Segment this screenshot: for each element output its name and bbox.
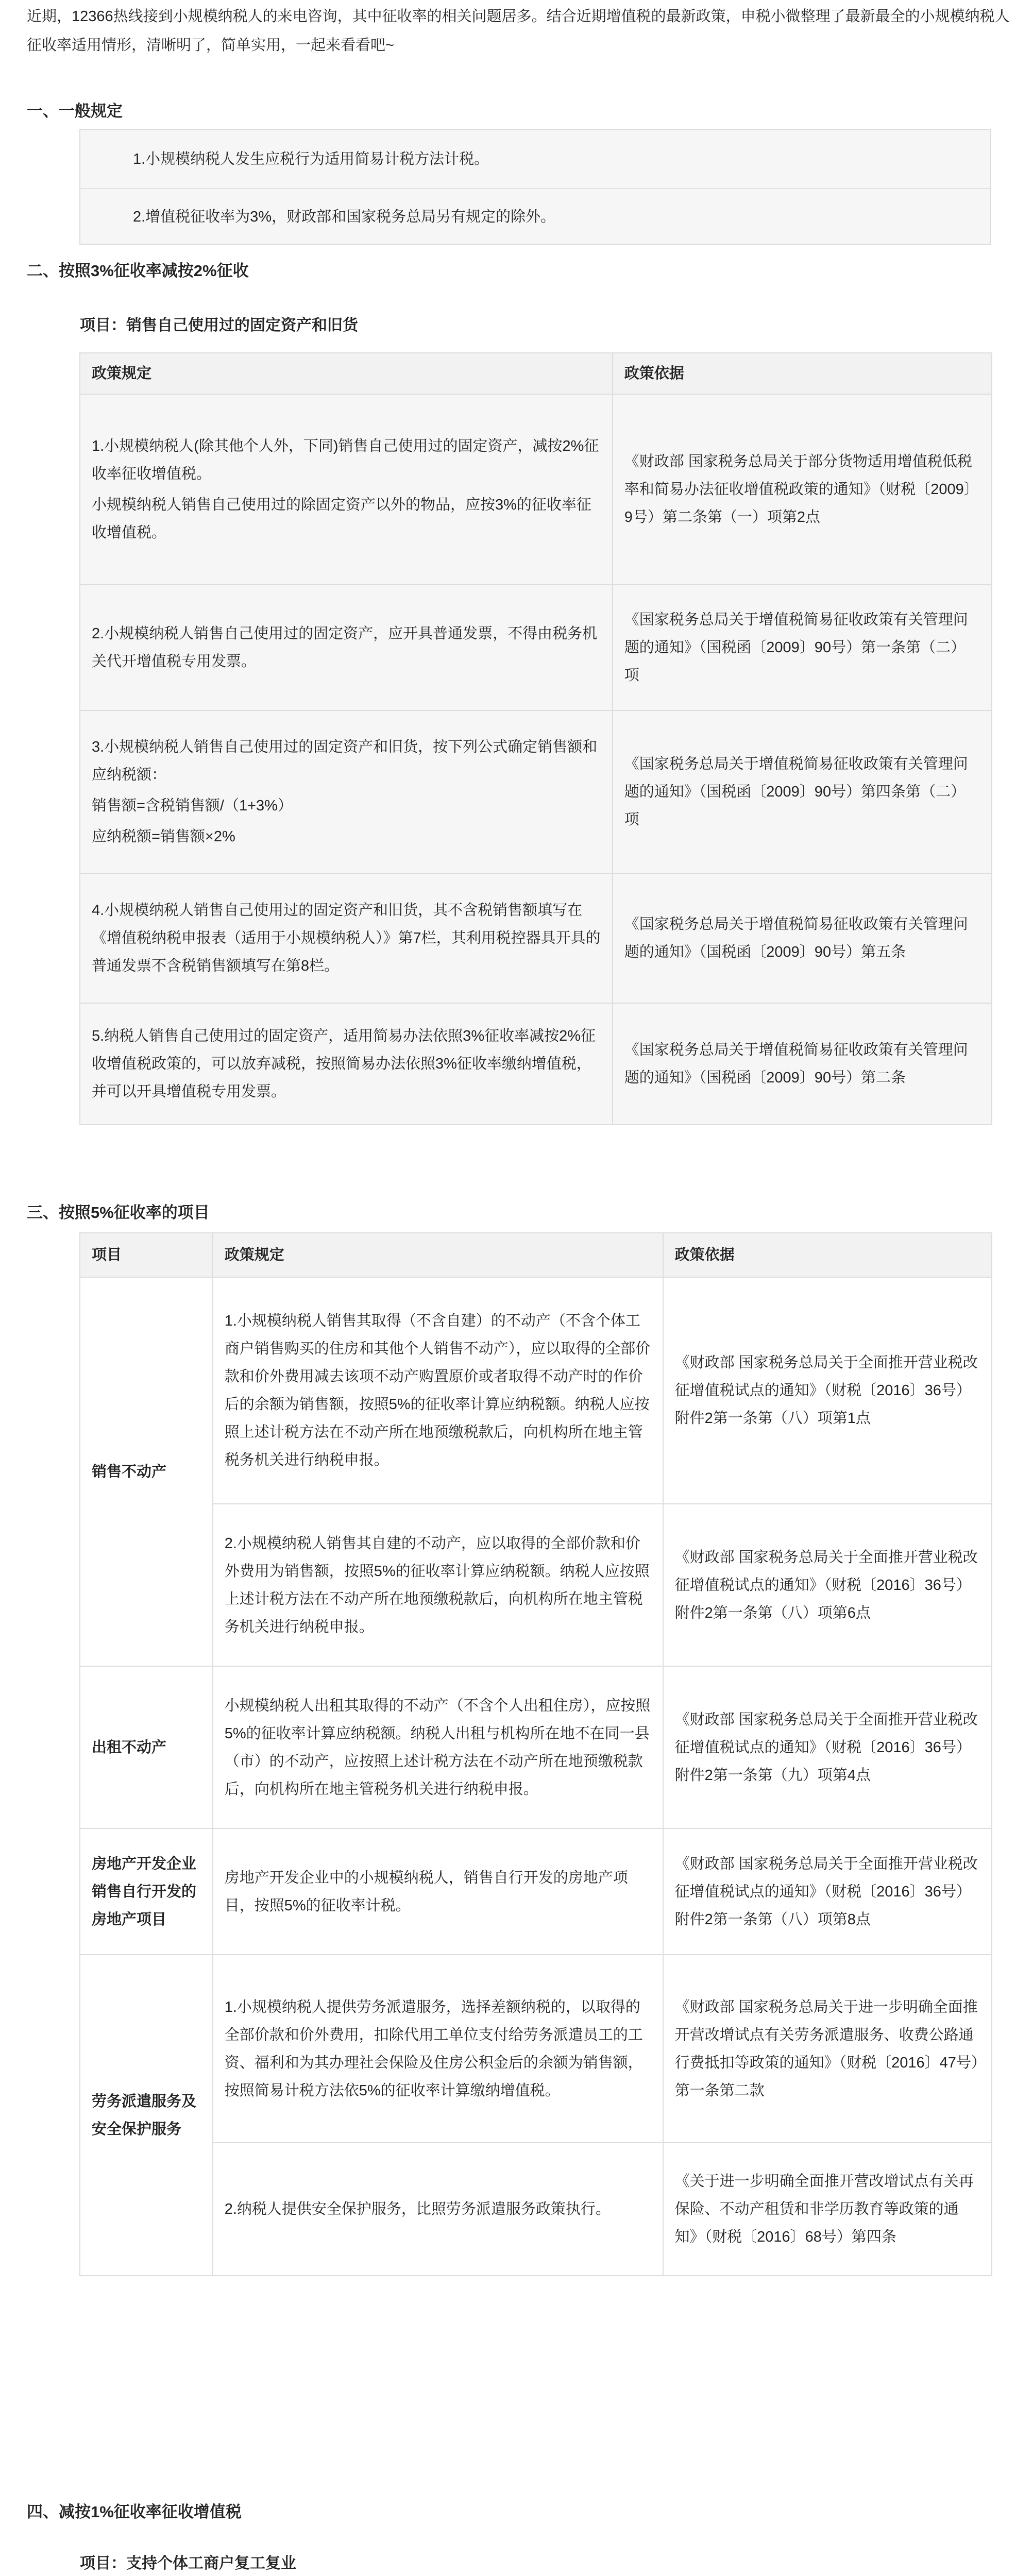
col-header-policy: 政策规定 [80, 353, 613, 394]
table-row: 2.小规模纳税人销售自己使用过的固定资产，应开具普通发票，不得由税务机关代开增值税专用发票。 《国家税务总局关于增值税简易征收政策有关管理问题的通知》（国税函〔2009〕90号）第一条第（二）项 [80, 585, 992, 710]
col-header-item: 项目 [80, 1233, 213, 1277]
rule-item: 1.小规模纳税人发生应税行为适用简易计税方法计税。 [80, 130, 990, 189]
section-4-title: 四、减按1%征收率征收增值税 [27, 2503, 242, 2521]
section-3-title: 三、按照5%征收率的项目 [27, 1204, 210, 1222]
table-row: 房地产开发企业销售自行开发的房地产项目 房地产开发企业中的小规模纳税人，销售自行开发的房地产项目，按照5%的征收率计税。 《财政部 国家税务总局关于全面推开营业税改征增值税试点的通知》（财税〔2016〕36号）附件2第一条第（八）项第8点 [80, 1828, 992, 1955]
col-header-policy: 政策规定 [213, 1233, 663, 1277]
table-row: 2.纳税人提供安全保护服务，比照劳务派遣服务政策执行。 《关于进一步明确全面推开营改增试点有关再保险、不动产租赁和非学历教育等政策的通知》（财税〔2016〕68号）第四条 [80, 2143, 992, 2276]
col-header-basis: 政策依据 [613, 353, 992, 394]
category-cell: 出租不动产 [80, 1666, 213, 1828]
section-1-box [79, 129, 991, 245]
col-header-basis: 政策依据 [663, 1233, 992, 1277]
section-2-subtitle: 项目：销售自己使用过的固定资产和旧货 [80, 317, 358, 334]
table-row: 3.小规模纳税人销售自己使用过的固定资产和旧货，按下列公式确定销售额和应纳税额： 销售额=含税销售额/（1+3%） 应纳税额=销售额×2% 《国家税务总局关于增值税简易征收政策有关管理问题的通知》（国税函〔2009〕90号）第四条第（二）项 [80, 710, 992, 873]
section-1-title: 一、一般规定 [27, 102, 123, 120]
intro-paragraph: 近期，12366热线接到小规模纳税人的来电咨询，其中征收率的相关问题居多。结合近期增值税的最新政策，申税小微整理了最新最全的小规模纳税人征收率适用情形，清晰明了，简单实用，一起来看看吧~ [27, 8, 1010, 54]
table-row: 4.小规模纳税人销售自己使用过的固定资产和旧货，其不含税销售额填写在《增值税纳税申报表（适用于小规模纳税人）》第7栏，其利用税控器具开具的普通发票不含税销售额填写在第8栏。 《国家税务总局关于增值税简易征收政策有关管理问题的通知》（国税函〔2009〕90号）第五条 [80, 873, 992, 1003]
table-row: 劳务派遣服务及安全保护服务 1.小规模纳税人提供劳务派遣服务，选择差额纳税的，以取得的全部价款和价外费用，扣除代用工单位支付给劳务派遣员工的工资、福利和为其办理社会保险及住房公积金后的余额为销售额，按照简易计税方法依5%的征收率计算缴纳增值税。 《财政部 国家税务总局关于进一步明确全面推开营改增试点有关劳务派遣服务、收费公路通行费抵扣等政策的通知》（财税〔2016〕47号）第一条第二款 [80, 1955, 992, 2143]
category-cell: 房地产开发企业销售自行开发的房地产项目 [80, 1828, 213, 1955]
category-cell: 销售不动产 [80, 1277, 213, 1666]
section-3-table [79, 1232, 992, 2276]
section-2-title: 二、按照3%征收率减按2%征收 [27, 262, 249, 280]
section-4-subtitle: 项目：支持个体工商户复工复业 [80, 2555, 296, 2572]
table-row: 1.小规模纳税人(除其他个人外，下同)销售自己使用过的固定资产，减按2%征收率征收增值税。 小规模纳税人销售自己使用过的除固定资产以外的物品，应按3%的征收率征收增值税。 《财政部 国家税务总局关于部分货物适用增值税低税率和简易办法征收增值税政策的通知》（财税〔2009〕9号）第二条第（一）项第2点 [80, 394, 992, 585]
table-row: 销售不动产 1.小规模纳税人销售其取得（不含自建）的不动产（不含个体工商户销售购买的住房和其他个人销售不动产），应以取得的全部价款和价外费用减去该项不动产购置原价或者取得不动产时的作价后的余额为销售额，按照5%的征收率计算应纳税额。纳税人应按照上述计税方法在不动产所在地预缴税款后，向机构所在地主管税务机关进行纳税申报。 《财政部 国家税务总局关于全面推开营业税改征增值税试点的通知》（财税〔2016〕36号）附件2第一条第（八）项第1点 [80, 1277, 992, 1504]
rule-item: 2.增值税征收率为3%，财政部和国家税务总局另有规定的除外。 [133, 209, 556, 225]
table-row: 出租不动产 小规模纳税人出租其取得的不动产（不含个人出租住房），应按照5%的征收率计算应纳税额。纳税人出租与机构所在地不在同一县（市）的不动产，应按照上述计税方法在不动产所在地预缴税款后，向机构所在地主管税务机关进行纳税申报。 《财政部 国家税务总局关于全面推开营业税改征增值税试点的通知》（财税〔2016〕36号）附件2第一条第（九）项第4点 [80, 1666, 992, 1828]
table-row: 5.纳税人销售自己使用过的固定资产，适用简易办法依照3%征收率减按2%征收增值税政策的，可以放弃减税，按照简易办法依照3%征收率缴纳增值税，并可以开具增值税专用发票。 《国家税务总局关于增值税简易征收政策有关管理问题的通知》（国税函〔2009〕90号）第二条 [80, 1003, 992, 1125]
category-cell: 劳务派遣服务及安全保护服务 [80, 1955, 213, 2276]
table-row: 2.小规模纳税人销售其自建的不动产，应以取得的全部价款和价外费用为销售额，按照5%的征收率计算应纳税额。纳税人应按照上述计税方法在不动产所在地预缴税款后，向机构所在地主管税务机关进行纳税申报。 《财政部 国家税务总局关于全面推开营业税改征增值税试点的通知》（财税〔2016〕36号）附件2第一条第（八）项第6点 [80, 1504, 992, 1666]
section-2-table [79, 352, 992, 1125]
